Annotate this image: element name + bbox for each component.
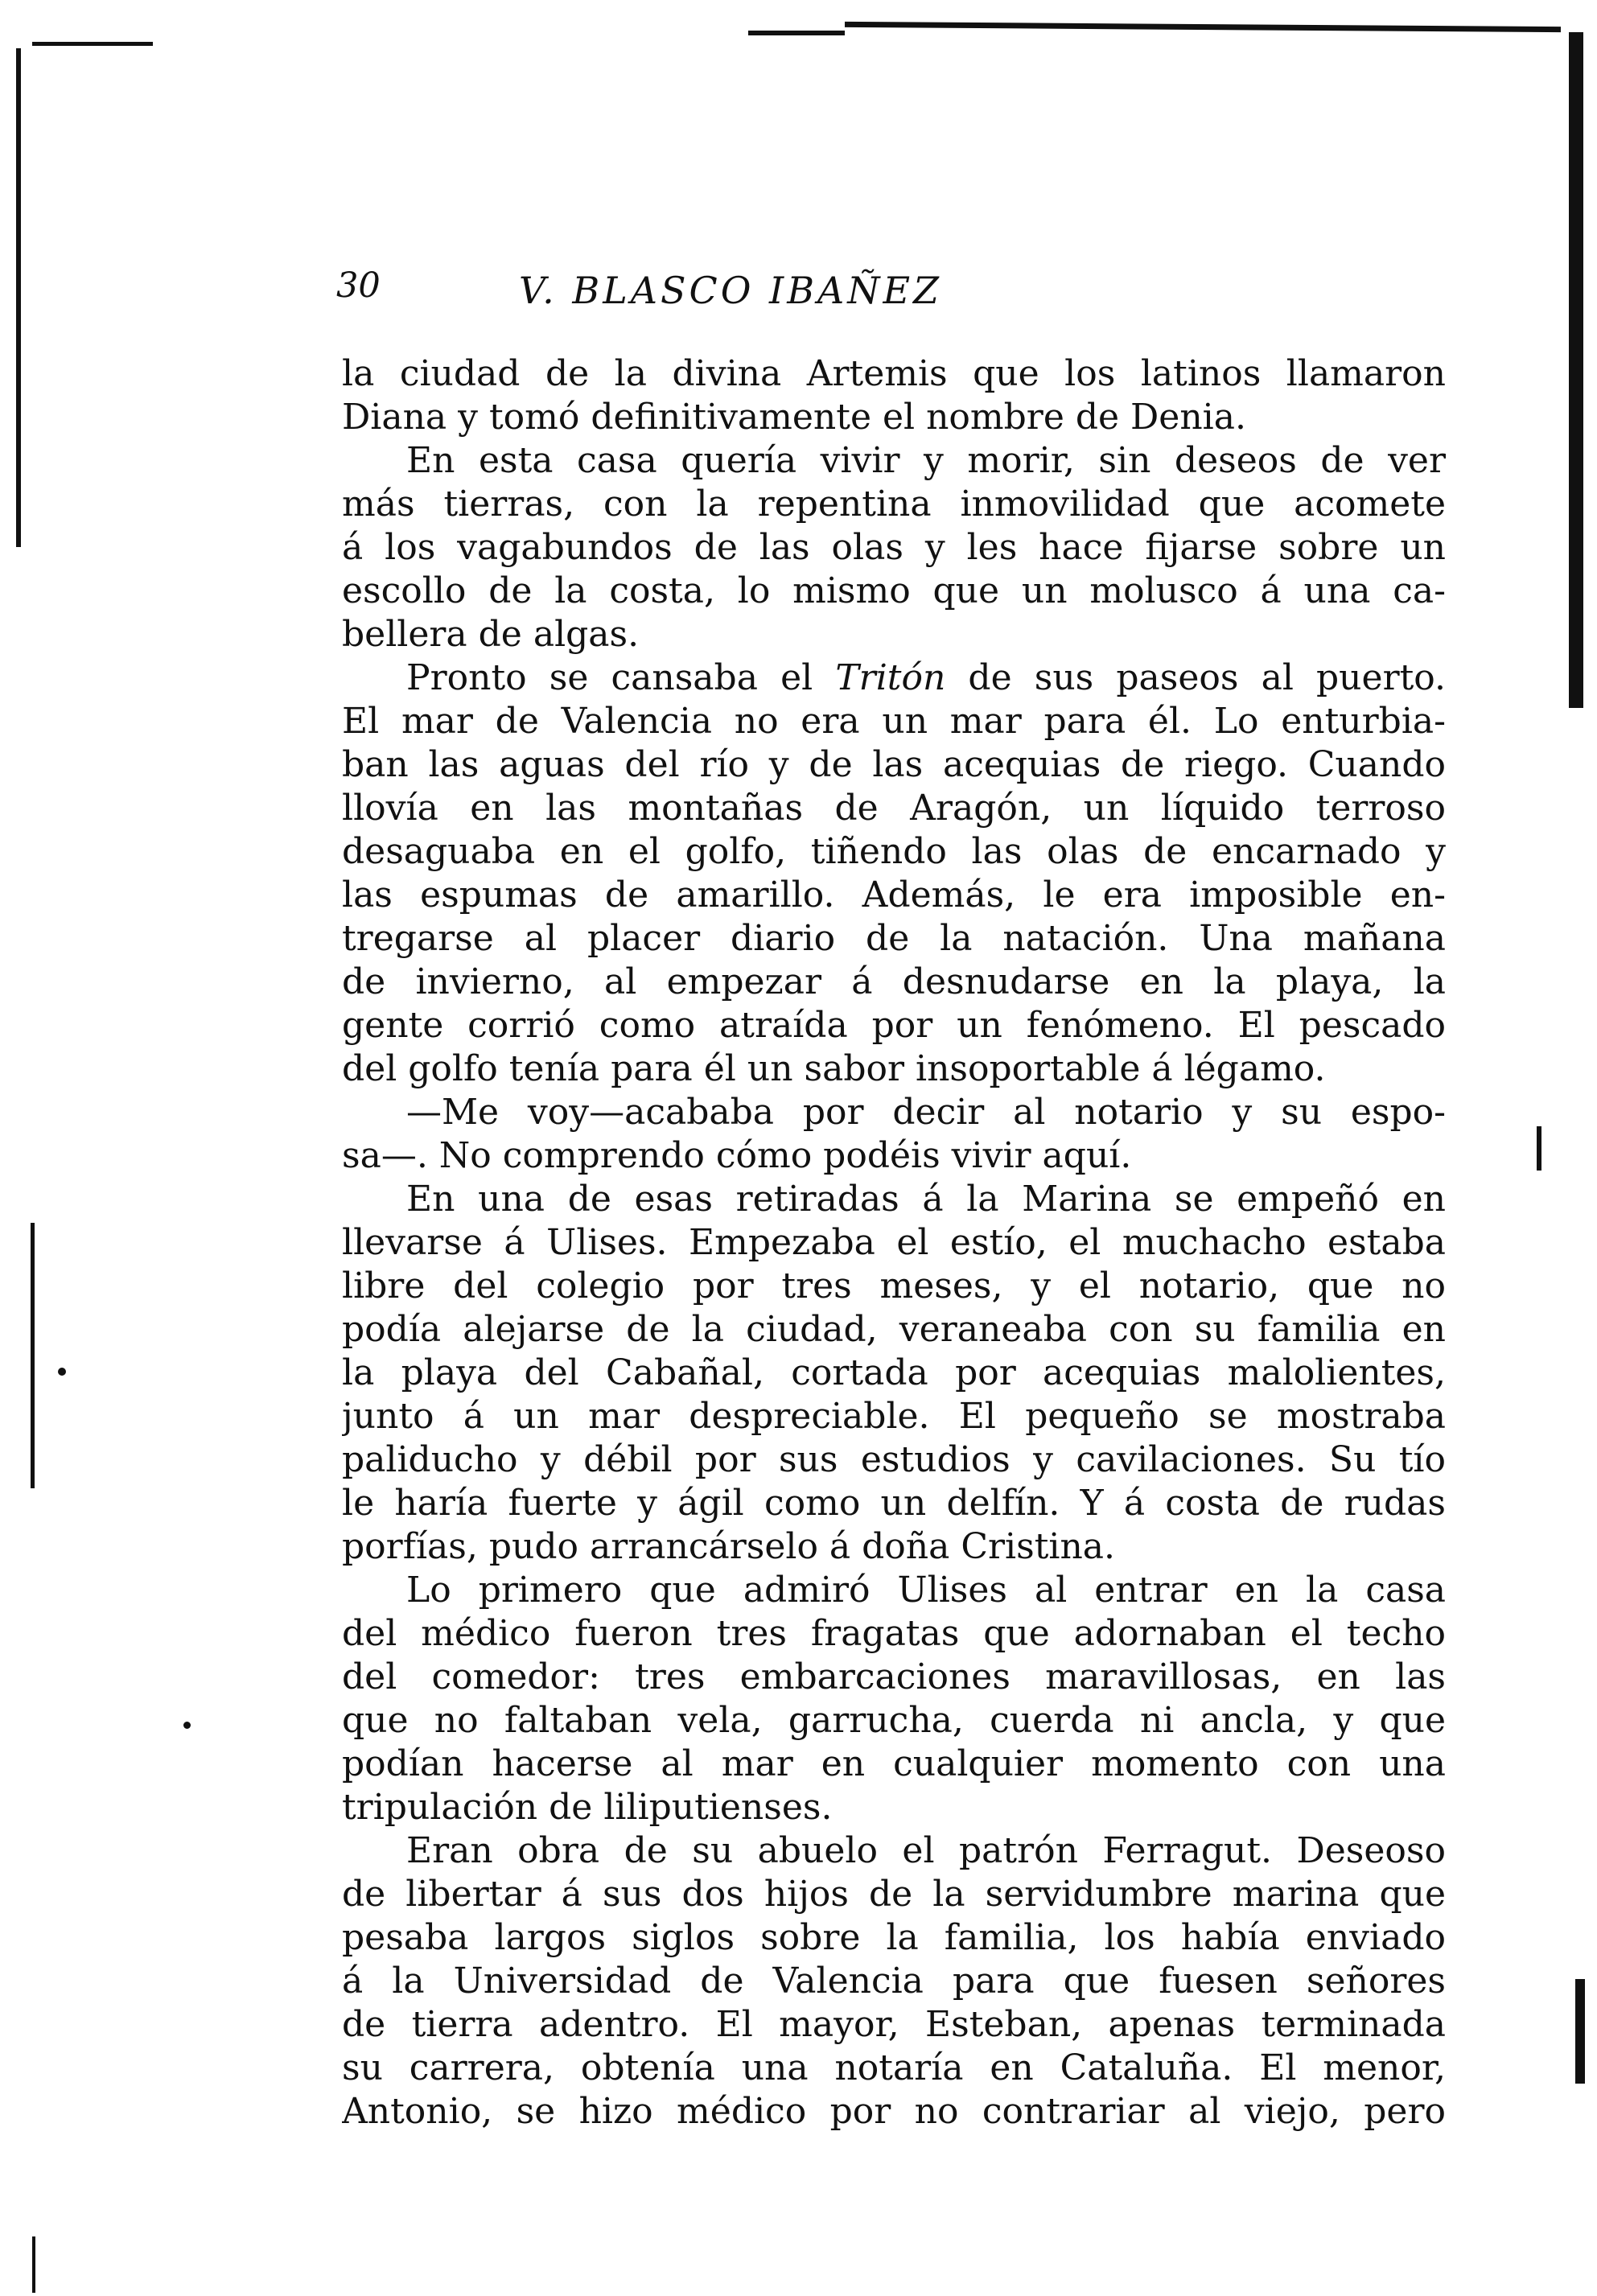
text-line: la ciudad de la divina Artemis que los latinos llamaron (342, 353, 1446, 394)
scan-border-top (845, 22, 1561, 32)
text-line: podían hacerse al mar en cualquier momento con una (342, 1743, 1446, 1784)
text-line: de tierra adentro. El mayor, Esteban, apenas terminada (342, 2004, 1446, 2045)
text-line: pesaba largos siglos sobre la familia, los había enviado (342, 1917, 1446, 1958)
scan-speck-1 (58, 1368, 66, 1376)
text-line: á la Universidad de Valencia para que fuesen señores (342, 1961, 1446, 2002)
text-line: las espumas de amarillo. Además, le era imposible en- (342, 874, 1446, 916)
scan-border-right-lower (1575, 1979, 1585, 2084)
text-line: paliducho y débil por sus estudios y cavilaciones. Su tío (342, 1439, 1446, 1480)
body-text (342, 352, 1446, 2133)
running-head (0, 265, 1597, 314)
page-number: 30 (336, 265, 381, 306)
text-line: junto á un mar despreciable. El pequeño se mostraba (342, 1396, 1446, 1437)
text-line: le haría fuerte y ágil como un delfín. Y á costa de rudas (342, 1483, 1446, 1524)
text-line: Diana y tomó definitivamente el nombre de Denia. (342, 397, 1246, 438)
text-line: llevarse á Ulises. Empezaba el estío, el muchacho estaba (342, 1222, 1446, 1263)
scan-speck-2 (183, 1722, 191, 1729)
text-line: á los vagabundos de las olas y les hace fijarse sobre un (342, 527, 1446, 568)
text-line: ban las aguas del río y de las acequias de riego. Cuando (342, 744, 1446, 785)
text-line: más tierras, con la repentina inmovilidad que acomete (342, 483, 1446, 525)
scan-mark-bottom-left (32, 2236, 35, 2293)
text-line: la playa del Cabañal, cortada por acequias malolientes, (342, 1352, 1446, 1393)
text-line: del comedor: tres embarcaciones maravillosas, en las (342, 1656, 1446, 1697)
italic-ship-name: Tritón (835, 657, 946, 698)
text-line: de invierno, al empezar á desnudarse en la playa, la (342, 961, 1446, 1002)
text-line: su carrera, obtenía una notaría en Cataluña. El menor, (342, 2047, 1446, 2088)
text-line: El mar de Valencia no era un mar para él. Lo enturbia- (342, 701, 1446, 742)
text-line: gente corrió como atraída por un fenómeno. El pescado (342, 1005, 1446, 1046)
text-line: que no faltaban vela, garrucha, cuerda ni ancla, y que (342, 1700, 1446, 1741)
text-line: tripulación de liliputienses. (342, 1787, 833, 1828)
text-line: Lo primero que admiró Ulises al entrar en la casa (406, 1570, 1446, 1611)
scan-border-top-mid (748, 31, 845, 35)
text-line: En esta casa quería vivir y morir, sin deseos de ver (406, 440, 1446, 481)
text-line (342, 656, 1446, 700)
text-line: sa—. No comprendo cómo podéis vivir aquí. (342, 1135, 1132, 1176)
text-line: escollo de la costa, lo mismo que un molusco á una ca- (342, 570, 1446, 611)
text-line: desaguaba en el golfo, tiñendo las olas de encarnado y (342, 831, 1446, 872)
text-line: de libertar á sus dos hijos de la servidumbre marina que (342, 1874, 1446, 1915)
text-line: llovía en las montañas de Aragón, un líquido terroso (342, 788, 1446, 829)
header-title: V. BLASCO IBAÑEZ (519, 269, 943, 312)
text-segment: Pronto se cansaba el (406, 657, 836, 698)
scan-border-right (1569, 32, 1583, 708)
text-line: libre del colegio por tres meses, y el notario, que no (342, 1265, 1446, 1306)
text-line: tregarse al placer diario de la natación. Una mañana (342, 918, 1446, 959)
text-line: En una de esas retiradas á la Marina se empeñó en (406, 1179, 1446, 1220)
text-line: bellera de algas. (342, 614, 640, 655)
scan-mark-right (1537, 1126, 1541, 1171)
text-line: del médico fueron tres fragatas que adornaban el techo (342, 1613, 1446, 1654)
text-line: Antonio, se hizo médico por no contrariar al viejo, pero (342, 2091, 1446, 2132)
text-line: porfías, pudo arrancárselo á doña Cristina. (342, 1526, 1116, 1567)
text-segment: de sus paseos al puerto. (945, 657, 1446, 698)
scan-border-top-left (32, 42, 153, 46)
text-line: —Me voy—acababa por decir al notario y su espo- (406, 1092, 1446, 1133)
scan-border-left-lower (31, 1223, 35, 1488)
text-line: podía alejarse de la ciudad, veraneaba con su familia en (342, 1309, 1446, 1350)
text-line: del golfo tenía para él un sabor insoportable á légamo. (342, 1048, 1326, 1089)
text-line: Eran obra de su abuelo el patrón Ferragut. Deseoso (406, 1830, 1446, 1871)
